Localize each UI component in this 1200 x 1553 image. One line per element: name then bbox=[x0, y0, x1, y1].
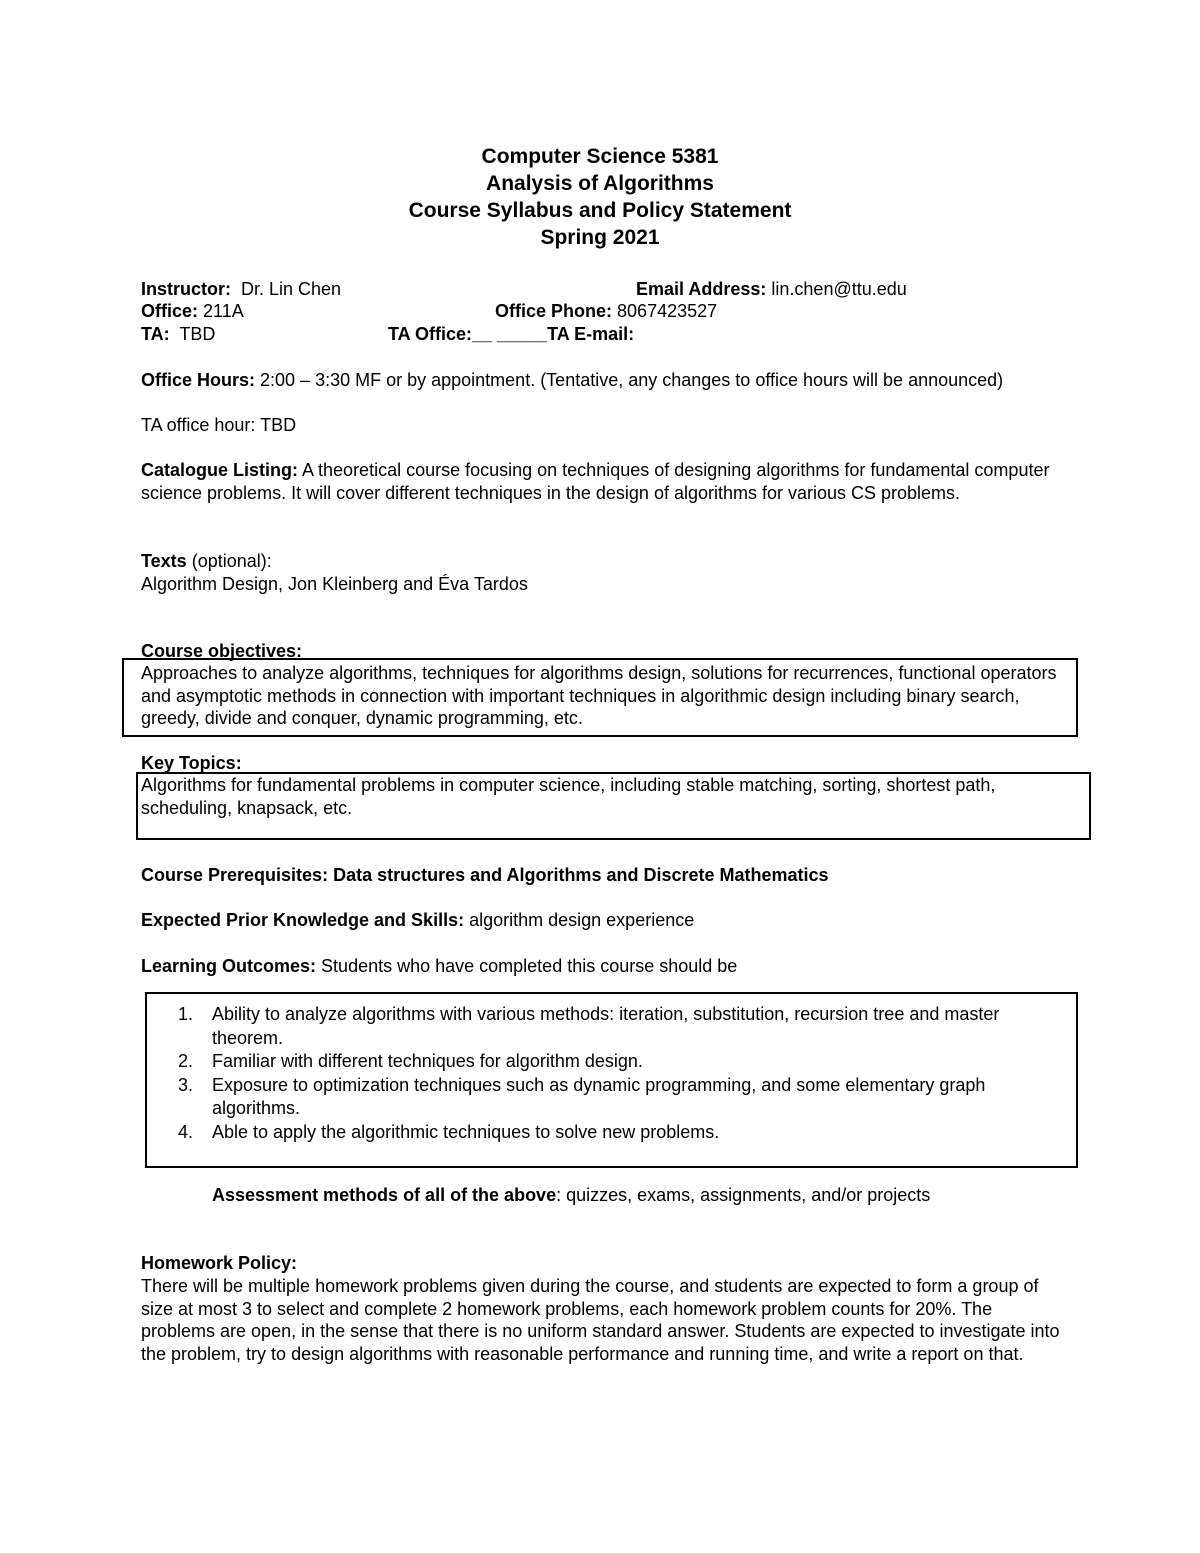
homework-text: There will be multiple homework problems given during the course, and students are expected to form a group of size at most 3 to select and complete 2 homework problems, each homework problem counts for 20%. The problems are open, in the sense that there is no uniform standard answer. Students are expected to investigate into the problem, try to design algorithms with reasonable performance and running time, and write a report on that. bbox=[141, 1276, 1060, 1364]
textbook: Algorithm Design, Jon Kleinberg and Éva Tardos bbox=[141, 574, 528, 594]
assessment-text: : quizzes, exams, assignments, and/or projects bbox=[556, 1185, 931, 1205]
list-item bbox=[178, 1121, 1068, 1145]
list-item bbox=[178, 1003, 1068, 1050]
learning-outcomes bbox=[141, 955, 737, 978]
email-label: Email Address: bbox=[636, 279, 767, 299]
list-item-text: Exposure to optimization techniques such as dynamic programming, and some elementary graph algorithms. bbox=[212, 1074, 986, 1118]
list-item-number: 3. bbox=[178, 1074, 194, 1095]
instructor-name: Dr. Lin Chen bbox=[241, 279, 342, 299]
texts-label: Texts bbox=[141, 551, 187, 571]
instructor-label: Instructor: bbox=[141, 279, 231, 299]
texts-note: (optional): bbox=[191, 551, 272, 571]
document-title: Course Syllabus and Policy Statement bbox=[408, 199, 792, 222]
homework-label: Homework Policy: bbox=[141, 1253, 298, 1273]
office-hours bbox=[141, 369, 1071, 392]
texts-heading bbox=[141, 550, 272, 573]
topics-text: Algorithms for fundamental problems in computer science, including stable matching, sorting, shortest path, scheduling, knapsack, etc. bbox=[141, 775, 996, 818]
objectives-text: Approaches to analyze algorithms, techniques for algorithms design, solutions for recurrences, functional operators and asymptotic methods in connection with important techniques in algorithmic design including binary search, greedy, divide and conquer, dynamic programming, etc. bbox=[141, 663, 1057, 728]
ta-office-hour: TA office hour: TBD bbox=[141, 415, 297, 435]
list-item-number: 2. bbox=[178, 1051, 194, 1071]
prerequisites: Course Prerequisites: Data structures and Algorithms and Discrete Mathematics bbox=[141, 865, 829, 885]
office-label: Office: bbox=[141, 301, 199, 321]
prior-knowledge-label: Expected Prior Knowledge and Skills: bbox=[141, 910, 465, 930]
list-item-number: 1. bbox=[178, 1004, 194, 1024]
catalogue-text: A theoretical course focusing on techniques of designing algorithms for fundamental computer science problems. It will cover different techniques in the design of algorithms for various CS problems. bbox=[141, 460, 1050, 503]
course-number: Computer Science 5381 bbox=[481, 145, 719, 168]
office-hours-label: Office Hours: bbox=[141, 370, 256, 390]
ta-office-label: TA Office:__ _____TA E-mail: bbox=[388, 324, 635, 344]
catalogue-label: Catalogue Listing: bbox=[141, 460, 298, 480]
list-item-number: 4. bbox=[178, 1121, 194, 1142]
email-row bbox=[636, 278, 907, 301]
assessment-methods bbox=[212, 1184, 930, 1207]
topics-label: Key Topics: bbox=[141, 753, 242, 773]
learning-outcomes-text: Students who have completed this course should be bbox=[321, 956, 738, 976]
office-value: 211A bbox=[203, 301, 244, 321]
list-item-text: Familiar with different techniques for algorithm design. bbox=[212, 1051, 643, 1071]
phone-row bbox=[495, 300, 717, 323]
office-hours-text: 2:00 – 3:30 MF or by appointment. (Tentative, any changes to office hours will be announced) bbox=[260, 370, 1004, 390]
course-name: Analysis of Algorithms bbox=[486, 172, 714, 195]
phone-label: Office Phone: bbox=[495, 301, 613, 321]
ta-label: TA: bbox=[141, 324, 170, 344]
prior-knowledge bbox=[141, 909, 694, 932]
catalogue-listing bbox=[141, 459, 1071, 504]
outcomes-list bbox=[178, 1003, 1068, 1144]
prior-knowledge-text: algorithm design experience bbox=[469, 910, 695, 930]
ta-value: TBD bbox=[179, 324, 216, 344]
list-item bbox=[178, 1074, 1068, 1121]
term: Spring 2021 bbox=[540, 226, 660, 249]
learning-outcomes-label: Learning Outcomes: bbox=[141, 956, 317, 976]
assessment-label: Assessment methods of all of the above bbox=[212, 1185, 557, 1205]
phone-value: 8067423527 bbox=[617, 301, 718, 321]
list-item bbox=[178, 1050, 1068, 1074]
ta-office-row bbox=[388, 323, 634, 346]
homework-heading bbox=[141, 1252, 297, 1275]
ta-row bbox=[141, 323, 215, 346]
office-row bbox=[141, 300, 244, 323]
email-address[interactable]: lin.chen@ttu.edu bbox=[771, 279, 907, 299]
list-item-text: Ability to analyze algorithms with various methods: iteration, substitution, recursion tree and master theorem. bbox=[212, 1004, 1000, 1048]
objectives-label: Course objectives: bbox=[141, 641, 303, 661]
list-item-text: Able to apply the algorithmic techniques to solve new problems. bbox=[212, 1121, 720, 1142]
instructor-row bbox=[141, 278, 341, 301]
